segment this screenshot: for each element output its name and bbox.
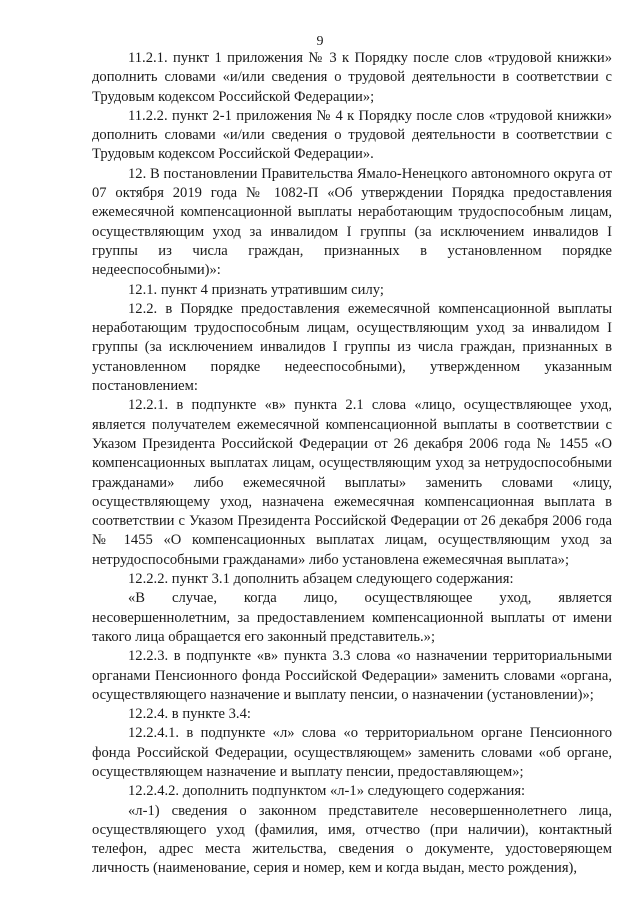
paragraph: 12.2.4. в пункте 3.4: bbox=[128, 706, 251, 723]
paragraph: 12.2.3. в подпункте «в» пункта 3.3 слова «о назначении территориальными органами Пенсионного фонда Российской Федерации» заменить словами «органа, осуществляющего назначение и выплату пенсии, о назначении (установлении)»; bbox=[92, 648, 612, 703]
paragraph: 11.2.2. пункт 2-1 приложения № 4 к Порядку после слов «трудовой книжки» дополнить словами «и/или сведения о трудовой деятельности в соответствии с Трудовым кодексом Российской Федерации». bbox=[92, 107, 612, 163]
paragraph: 12.1. пункт 4 признать утратившим силу; bbox=[128, 281, 384, 298]
page-number: 9 bbox=[316, 34, 324, 49]
paragraph: «В случае, когда лицо, осуществляющее уход, является несовершеннолетним, за предоставлением компенсационной выплаты от имени такого лица обращается его законный представитель.»; bbox=[92, 590, 612, 645]
paragraph: 12.2.2. пункт 3.1 дополнить абзацем следующего содержания: bbox=[128, 571, 514, 588]
paragraph: 12.2. в Порядке предоставления ежемесячной компенсационной выплаты неработающим трудоспособным лицам, осуществляющим уход за инвалидом I группы (за исключением инвалидов I группы из числа граждан, признанных в установленном порядке недееспособными), утвержденном указанным постановлением: bbox=[92, 300, 612, 395]
paragraph: 12.2.1. в подпункте «в» пункта 2.1 слова «лицо, осуществляющее уход, является получателем ежемесячной компенсационной выплаты в соответствии с Указом Президента Российской Федерации от 26 декабря 2006 года № 1455 «О компенсационных выплатах лицам, осуществляющим уход за нетрудоспособными гражданами» либо ежемесячной выплаты» заменить словами «лицу, осуществляющему уход, назначена ежемесячная компенсационная выплата в соответствии с Указом Президента Российской Федерации от 26 декабря 2006 года № 1455 «О компенсационных выплатах лицам, осуществляющим уход за нетрудоспособными гражданами» либо установлена ежемесячная выплата»; bbox=[92, 397, 612, 568]
paragraph: 12.2.4.1. в подпункте «л» слова «о территориальном органе Пенсионного фонда Российской Федерации, осуществляющем» заменить словами «об органе, осуществляющем назначение и выплату пенсии, предоставляющем»; bbox=[92, 725, 612, 780]
paragraph: 11.2.1. пункт 1 приложения № 3 к Порядку после слов «трудовой книжки» дополнить словами «и/или сведения о трудовой деятельности в соответствии с Трудовым кодексом Российской Федерации»; bbox=[92, 50, 612, 105]
document-body bbox=[92, 49, 612, 879]
paragraph: 12.2.4.2. дополнить подпунктом «л-1» следующего содержания: bbox=[128, 783, 526, 800]
paragraph: 12. В постановлении Правительства Ямало-Ненецкого автономного округа от 07 октября 2019 года № 1082-П «Об утверждении Порядка предоставления ежемесячной компенсационной выплаты неработающим трудоспособным лицам, осуществляющим уход за инвалидом I группы (за исключением инвалидов I группы из числа граждан, признанных в установленном порядке недееспособными)»: bbox=[92, 165, 612, 279]
paragraph: «л-1) сведения о законном представителе несовершеннолетнего лица, осуществляющего уход (фамилия, имя, отчество (при наличии), контактный телефон, адрес места жительства, сведения о документе, удостоверяющем личность (наименование, серия и номер, кем и когда выдан, место рождения), bbox=[92, 802, 612, 877]
